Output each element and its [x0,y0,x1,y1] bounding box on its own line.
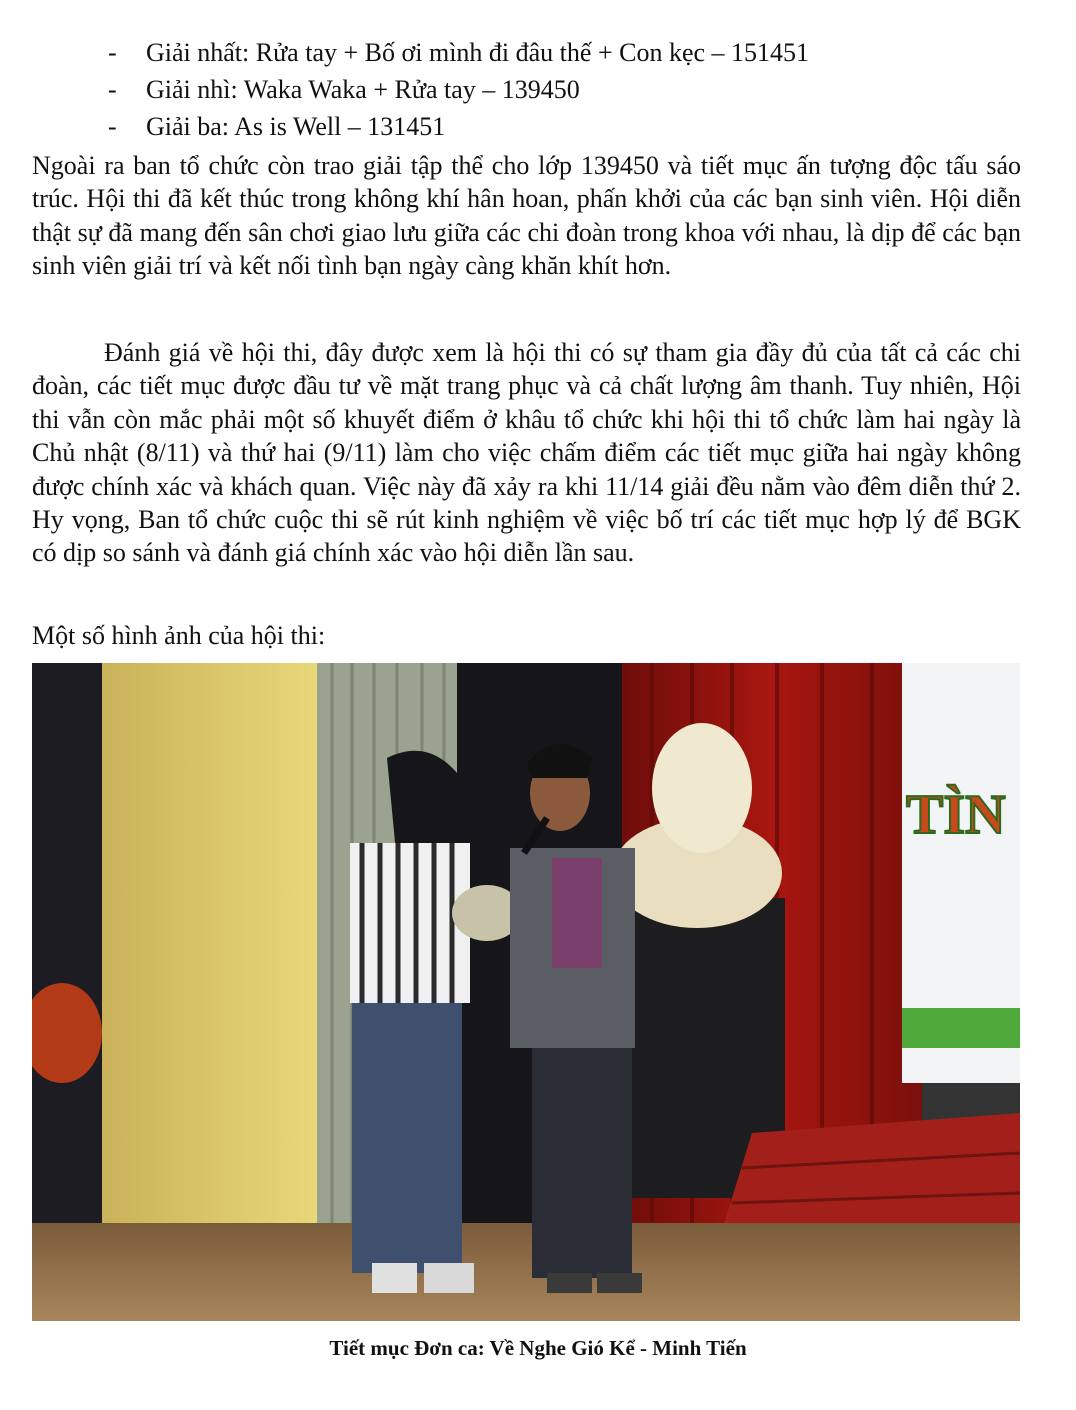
back-wall [102,663,322,1263]
list-marker: - [108,112,117,141]
award-item [108,34,1008,71]
award-text: Giải ba: As is Well – 131451 [146,112,446,141]
photo-caption: Tiết mục Đơn ca: Về Nghe Gió Kể - Minh Tiến [329,1336,747,1360]
list-marker: - [108,75,117,104]
left-curtain [32,663,102,1263]
evaluation-paragraph: Đánh giá về hội thi, đây được xem là hội thi có sự tham gia đầy đủ của tất cả các chi đoàn, các tiết mục được đầu tư về mặt trang phục và cả chất lượng âm thanh. Tuy nhiên, Hội thi vẫn còn mắc phải một số khuyết điểm ở khâu tổ chức khi hội thi tổ chức làm hai ngày là Chủ nhật (8/11) và thứ hai (9/11) làm cho việc chấm điểm các tiết mục giữa hai ngày không được chính xác và khách quan. Việc này đã xảy ra khi 11/14 giải đều nằm vào đêm diễn thứ 2. Hy vọng, Ban tổ chức cuộc thi sẽ rút kinh nghiệm về việc bố trí các tiết mục hợp lý để BGK có dịp so sánh và đánh giá chính xác vào hội diễn lần sau. [32,338,1021,568]
bust-head [652,723,752,853]
awards-list [108,34,1008,145]
extra-awards-paragraph: Ngoài ra ban tổ chức còn trao giải tập thể cho lớp 139450 và tiết mục ấn tượng độc tấu sáo trúc. Hội thi đã kết thúc trong không khí hân hoan, phấn khởi của các bạn sinh viên. Hội diễn thật sự đã mang đến sân chơi giao lưu giữa các chi đoàn trong khoa với nhau, là dịp để các bạn sinh viên giải trí và kết nối tình bạn ngày càng khăn khít hơn. [32,151,1021,281]
award-text: Giải nhất: Rửa tay + Bố ơi mình đi đâu thế + Con kẹc – 151451 [146,38,810,67]
list-marker: - [108,38,117,67]
award-text: Giải nhì: Waka Waka + Rửa tay – 139450 [146,75,580,104]
award-item [108,71,1008,108]
images-intro: Một số hình ảnh của hội thi: [32,621,326,650]
stage-floor [32,1223,1020,1321]
event-photo [32,663,1020,1321]
stage-scene-illustration [32,663,1020,1321]
banner-grass [902,1008,1020,1048]
award-item [108,108,1008,145]
banner-text: TÌN [906,784,1006,846]
